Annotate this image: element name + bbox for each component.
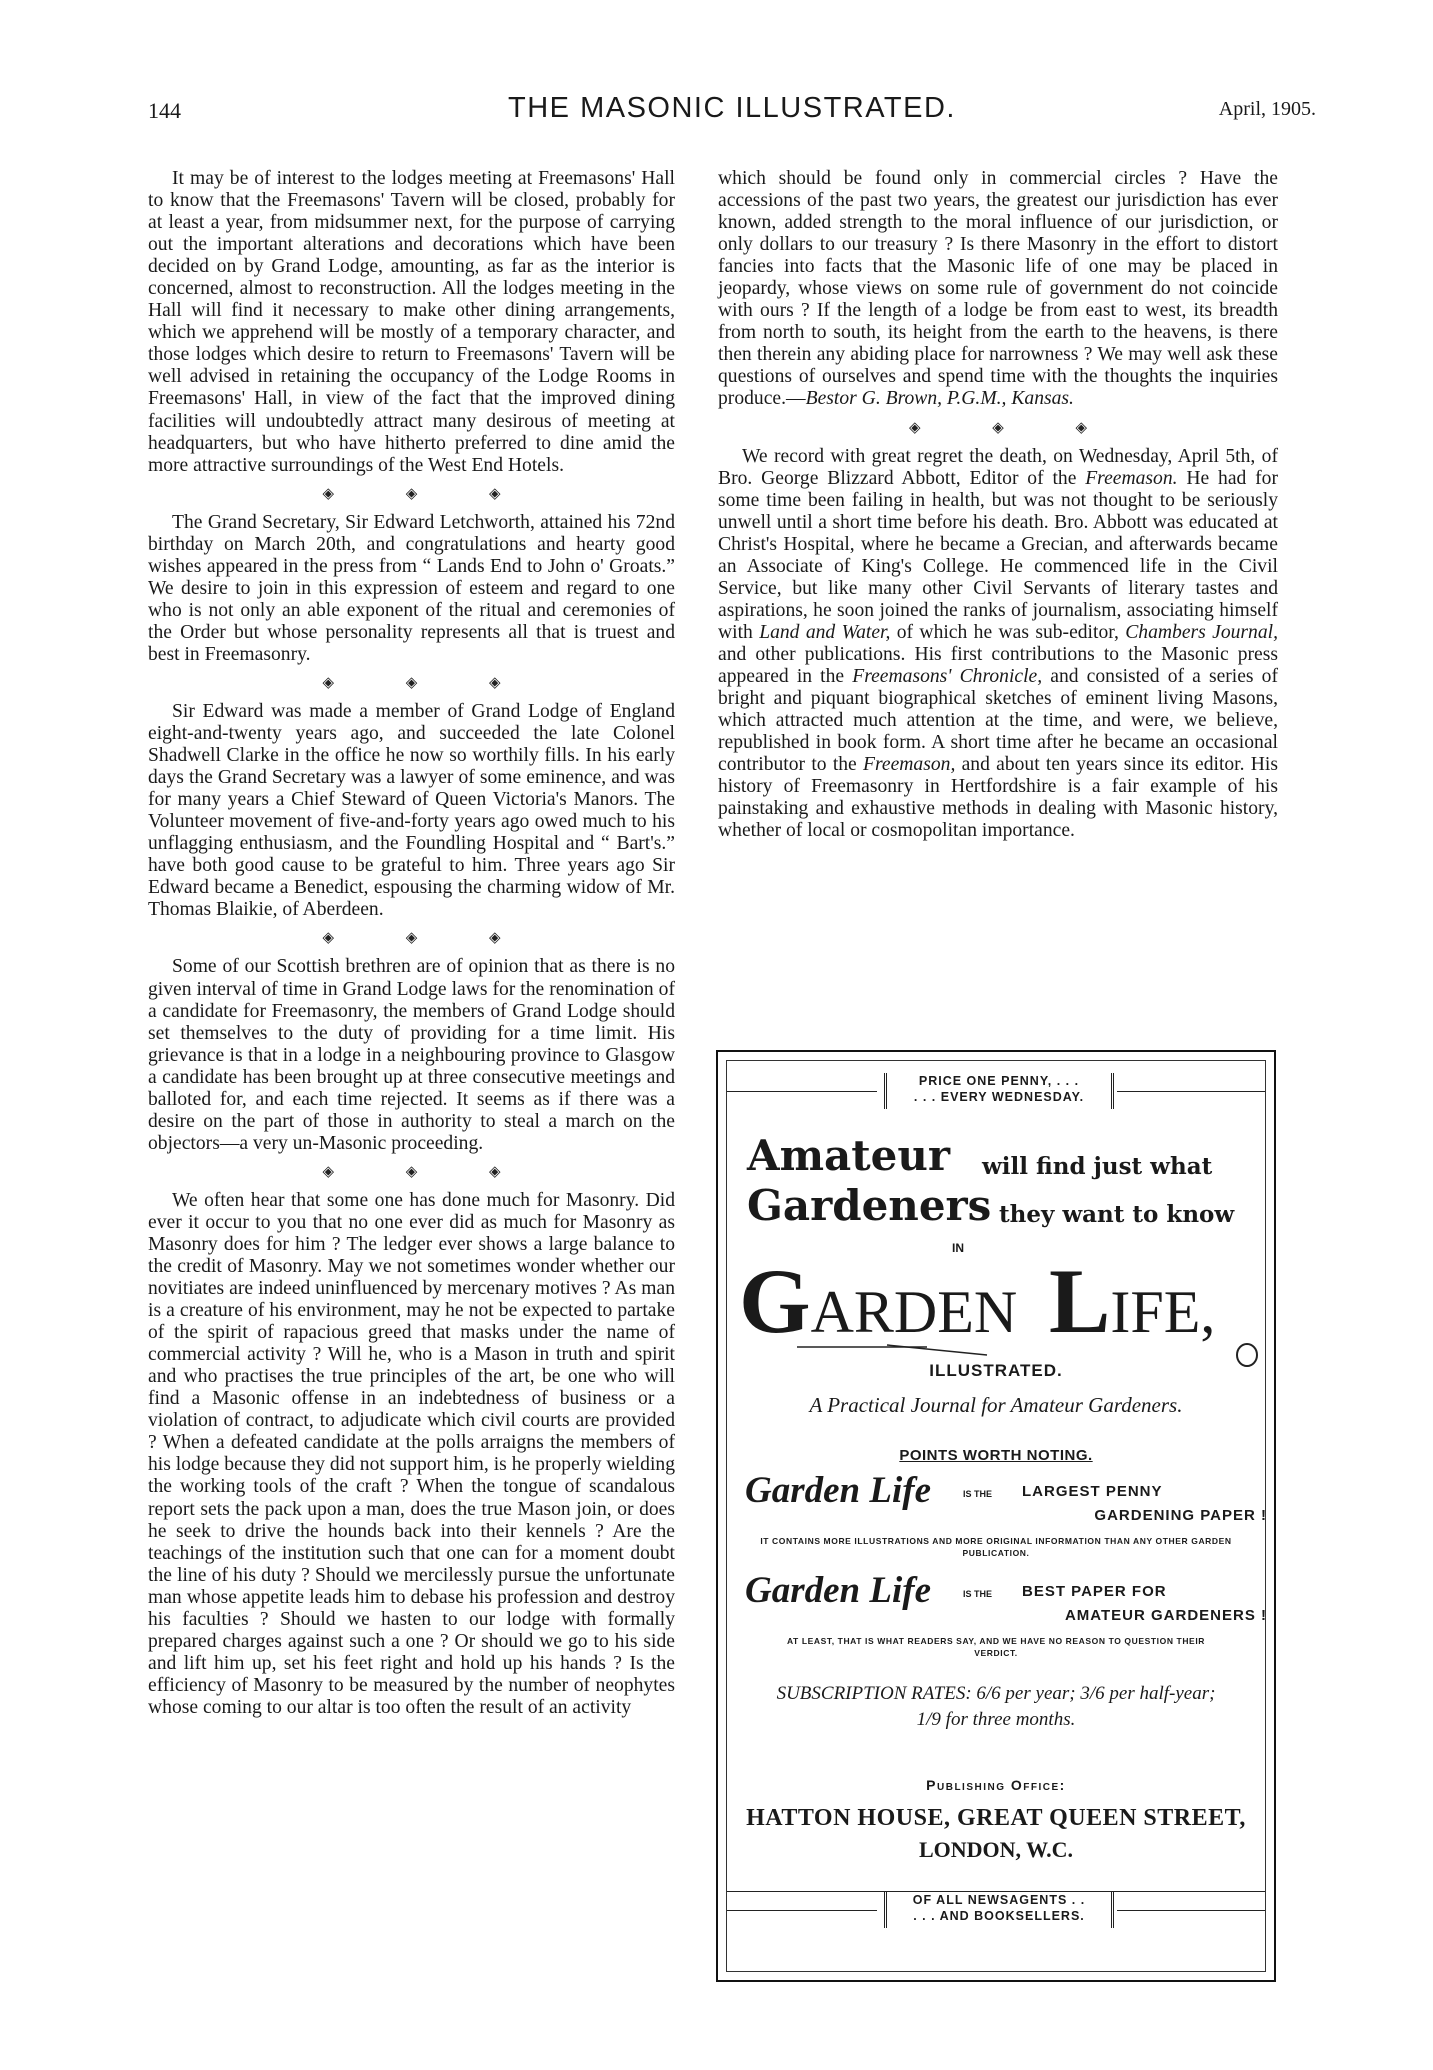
section-ornament: ◈ ◈ ◈ [908, 419, 1122, 436]
page-number: 144 [148, 98, 181, 123]
paragraph-sir-edward-career: Sir Edward was made a member of Grand Lodge of England eight-and-twenty years ago, and succeeded the late Colonel Shadwell Clarke in the office he now so worthily fills. In his early days the Grand Secretary was a lawyer of some eminence, and was for many years a Chief Steward of Queen Victoria's Manors. The Volunteer movement of five-and-forty years ago owed much to his unflagging enthusiasm, and the Foundling Hospital and “ Bart's.” have both good cause to be grateful to him. Three years ago Sir Edward became a Benedict, espousing the charming widow of Mr. Thomas Blaikie, of Aberdeen. [148, 700, 675, 921]
address-line-2: LONDON, W.C. [918, 1837, 1074, 1862]
life-word: IFE, [1110, 1279, 1216, 1345]
right-column [718, 168, 1278, 842]
life-initial: L [1049, 1250, 1111, 1352]
garden-life-logo-2: Garden Life [745, 1570, 931, 1611]
largest-line-1: LARGEST PENNY [1022, 1483, 1163, 1500]
garden-initial: G [739, 1250, 811, 1352]
subscription-rates: SUBSCRIPTION RATES: 6/6 per year; 3/6 per half-year; [776, 1683, 1216, 1704]
section-ornament: ◈ ◈ ◈ [322, 674, 535, 691]
publication-title: THE MASONIC ILLUSTRATED. [508, 92, 956, 124]
at-least-note: AT LEAST, THAT IS WHAT READERS SAY, AND WE HAVE NO REASON TO QUESTION THEIR VERDICT. [786, 1636, 1206, 1658]
paragraph-abbott-obituary: We record with great regret the death, on Wednesday, April 5th, of Bro. George Blizzard Abbott, Editor of the Freemason. He had for some time been failing in health, but was not thought to be seriously unwell until a short time before his death. Bro. Abbott was educated at Christ's Hospital, where he became a Grecian, and afterwards became an Associate of King's College. He commenced life in the Civil Service, but like many other Civil Servants of literary tastes and aspirations, he soon joined the ranks of journalism, associating himself with Land and Water, of which he was sub-editor, Chambers Journal, and other publications. His first contributions to the Masonic press appeared in the Freemasons' Chronicle, and consisted of a series of bright and piquant biographical sketches of eminent living Masons, which attracted much attention at the time, and were, we believe, republished in book form. A short time after he became an occasional contributor to the Freemason, and about ten years since its editor. His history of Freemasonry in Hertfordshire is a fair example of his painstaking and exhaustive methods in dealing with Masonic history, whether of local or cosmopolitan importance. [718, 445, 1279, 842]
ad-bottom-banner [727, 1891, 1265, 1930]
is-the-label-1: IS THE [963, 1489, 993, 1499]
left-column [148, 168, 675, 1719]
garden-word: ARDEN [810, 1279, 1018, 1345]
booksellers-line: . . . AND BOOKSELLERS. [913, 1909, 1085, 1923]
will-find-text: will find just what [982, 1153, 1213, 1180]
subscription-rate-three-months: 1/9 for three months. [916, 1709, 1076, 1730]
contains-note: IT CONTAINS MORE ILLUSTRATIONS AND MORE ORIGINAL INFORMATION THAN ANY OTHER GARDEN PUBLICATION. [760, 1536, 1232, 1558]
page-header [148, 92, 1316, 132]
attribution: Bestor G. Brown, P.G.M., Kansas. [805, 388, 1074, 410]
paragraph-done-much-for-masonry: We often hear that some one has done much for Masonry. Did ever it occur to you that no one ever did as much for Masonry as Masonry does for him ? The ledger ever shows a large balance to the credit of Masonry. May we not sometimes wonder whether our novitiates are indeed uninfluenced by mercenary motives ? As man is a creature of his environment, may he not be expected to partake of the spirit of rapacious greed that masks under the name of commercial activity ? Will he, who is a Mason in truth and spirit and who practises the true principles of the art, be one who will find a Masonic offense in an indebtedness of business or a violation of contract, to adjudicate which civil courts are provided ? When a defeated candidate at the polls arraigns the members of his lodge because they did not support him, is he properly wielding the working tools of the craft ? When the tongue of scandalous report sets the pack upon a man, does the true Mason join, or does he seek to drive the hounds back into their kennels ? Are the teachings of the institution such that one can for a moment doubt the line of his duty ? Should we mercilessly pursue the unfortunate man whose appetite leads him to debase his profession and destroy his faculties ? Should we hasten to our lodge with formally prepared charges against such a one ? Or should we go to his side and lift him up, set his feet right and hold up his hands ? Is the efficiency of Masonry to be measured by the number of neophytes whose coming to our altar is too often the result of an activity [148, 1189, 675, 1718]
ad-inner-frame [726, 1060, 1266, 1972]
gardeners-heading: Gardeners [747, 1181, 992, 1230]
illustrated-label: ILLUSTRATED. [929, 1361, 1063, 1380]
section-ornament: ◈ ◈ ◈ [322, 930, 535, 947]
section-ornament: ◈ ◈ ◈ [322, 485, 535, 502]
paragraph-grand-secretary-birthday: The Grand Secretary, Sir Edward Letchworth, attained his 72nd birthday on March 20th, and congratulations and hearty good wishes appeared in the press from “ Lands End to John o' Groats.” We desire to join in this expression of esteem and regard to one who is not only an able exponent of the ritual and ceremonies of the Order but whose personality represents all that is truest and best in Freemasonry. [148, 511, 675, 665]
they-want-text: they want to know [999, 1201, 1235, 1228]
paragraph-continued: which should be found only in commercial circles ? Have the accessions of the past two years, the greatest our jurisdiction has ever known, added strength to the moral influence of our jurisdiction, or only dollars to our treasury ? Is there Masonry in the effort to distort fancies into facts that the Masonic life of one may be placed in jeopardy, whose views on some rule of government do not coincide with ours ? If the length of a lodge be from east to west, its breadth from north to south, its height from the earth to the heavens, is there then therein any abiding place for narrowness ? We may well ask these questions of ourselves and spend time with the thoughts the inquiries produce.—Bestor G. Brown, P.G.M., Kansas. [718, 168, 1278, 410]
paragraph-scottish-brethren: Some of our Scottish brethren are of opinion that as there is no given interval of time in Grand Lodge laws for the renomination of a candidate for Freemasonry, the members of Grand Lodge should set themselves to the duty of providing for a time limit. His grievance is that in a lodge in a neighbouring province to Glasgow a candidate has been brought up at three consecutive meetings and balloted for, and each time rejected. It seems as if there was a desire on the part of those in authority to steal a march on the objectors—a very un-Masonic proceeding. [148, 956, 675, 1154]
is-the-label-2: IS THE [963, 1589, 993, 1599]
price-line: PRICE ONE PENNY, . . . [918, 1074, 1080, 1088]
ad-top-banner [727, 1073, 1265, 1111]
points-heading: POINTS WORTH NOTING. [899, 1447, 1093, 1464]
best-line-2: AMATEUR GARDENERS ! [1064, 1607, 1267, 1624]
in-label: IN [952, 1241, 964, 1255]
newsagents-line: OF ALL NEWSAGENTS . . [912, 1893, 1086, 1907]
garden-life-logo-1: Garden Life [745, 1470, 931, 1511]
address-line-1: HATTON HOUSE, GREAT QUEEN STREET, [746, 1805, 1246, 1831]
largest-line-2: GARDENING PAPER ! [1094, 1507, 1267, 1524]
amateur-heading: Amateur [747, 1131, 951, 1180]
section-ornament: ◈ ◈ ◈ [322, 1163, 535, 1180]
publishing-office-label: Publishing Office: [926, 1777, 1066, 1793]
ad-tagline: A Practical Journal for Amateur Gardeners. [809, 1393, 1183, 1417]
best-line-1: BEST PAPER FOR [1022, 1583, 1167, 1600]
garden-life-masthead [727, 1250, 1273, 1352]
garden-life-advertisement [716, 1050, 1276, 1982]
paragraph-tavern-closure: It may be of interest to the lodges meeting at Freemasons' Hall to know that the Freemasons' Tavern will be closed, probably for at least a year, from midsummer next, for the purpose of carrying out the important alterations and decorations which have been decided on by Grand Lodge, amounting, as far as the interior is concerned, almost to reconstruction. All the lodges meeting in the Hall will find it necessary to make other dining arrangements, which we apprehend will be mostly of a temporary character, and those lodges which desire to return to Freemasons' Tavern will be well advised in retaining the occupancy of the Lodge Rooms in Freemasons' Hall, in view of the fact that the improved dining facilities will undoubtedly attract many desirous of meeting at headquarters, but who have hitherto preferred to dine amid the more attractive surroundings of the West End Hotels. [148, 168, 675, 476]
frequency-line: . . . EVERY WEDNESDAY. [913, 1090, 1085, 1104]
issue-date: April, 1905. [1218, 98, 1316, 120]
